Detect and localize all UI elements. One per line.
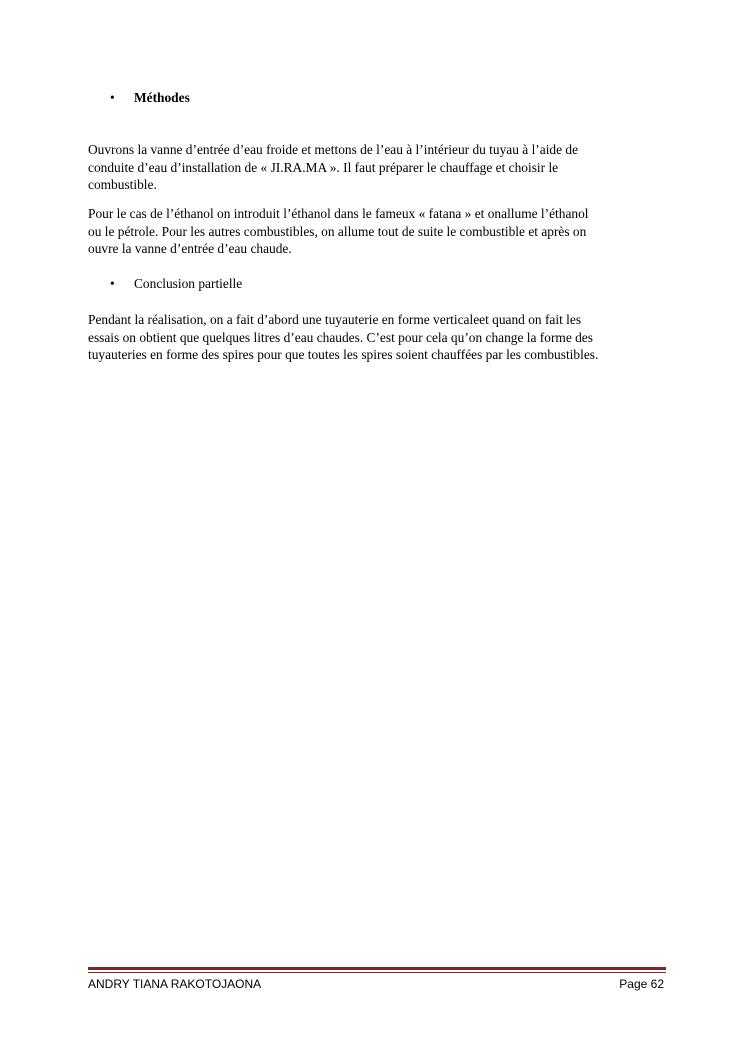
paragraph-line: Pour le cas de l’éthanol on introduit l’éthanol dans le fameux « fatana » et onallume l’éthanol [88, 206, 589, 221]
section-title: Conclusion partielle [134, 276, 243, 291]
footer-author: ANDRY TIANA RAKOTOJAONA [88, 977, 262, 991]
paragraph-line: ou le pétrole. Pour les autres combustibles, on allume tout de suite le combustible et après on [88, 223, 587, 239]
section-title: Méthodes [134, 90, 190, 105]
paragraph-line: essais on obtient que quelques litres d’eau chaudes. C’est pour cela qu’on change la forme des [88, 329, 593, 345]
paragraph-cold-water [88, 141, 666, 194]
section-heading-conclusion [110, 275, 242, 293]
paragraph-conclusion [88, 311, 666, 364]
paragraph-line: Ouvrons la vanne d’entrée d’eau froide et mettons de l’eau à l’intérieur du tuyau à l’aide de [88, 142, 579, 157]
section-heading-methods [110, 89, 190, 107]
paragraph-line: Pendant la réalisation, on a fait d’abord une tuyauterie en forme verticaleet quand on fait les [88, 312, 582, 327]
footer-rule-thin [88, 972, 666, 973]
paragraph-line: ouvre la vanne d’entrée d’eau chaude. [88, 241, 292, 257]
paragraph-line: tuyauteries en forme des spires pour que toutes les spires soient chauffées par les combustibles. [88, 347, 599, 363]
paragraph-line: combustible. [88, 177, 157, 193]
paragraph-ethanol [88, 205, 666, 258]
bullet-icon: • [110, 90, 115, 105]
footer-rule-thick [88, 967, 666, 970]
paragraph-line: conduite d’eau d’installation de « JI.RA.MA ». Il faut préparer le chauffage et choisir le [88, 159, 559, 175]
footer-page-number: Page 62 [619, 977, 664, 991]
bullet-icon: • [110, 276, 115, 291]
